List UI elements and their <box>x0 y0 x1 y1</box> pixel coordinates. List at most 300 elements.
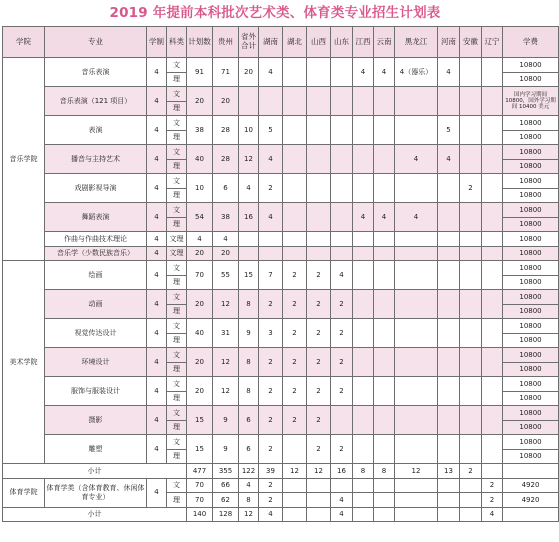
cell <box>353 246 374 261</box>
cell <box>353 290 374 319</box>
cell: 128 <box>213 507 239 522</box>
fee-cell: 10800 <box>503 304 559 319</box>
major-cell: 雕塑 <box>45 435 147 464</box>
cell: 理 <box>167 101 187 116</box>
major-cell: 戏剧影视导演 <box>45 174 147 203</box>
cell: 71 <box>213 58 239 87</box>
cell <box>395 232 438 247</box>
cell: 28 <box>213 116 239 145</box>
cell <box>482 319 503 348</box>
major-cell: 动画 <box>45 290 147 319</box>
cell <box>482 203 503 232</box>
cell <box>438 232 460 247</box>
cell: 4 <box>239 478 259 493</box>
cell: 4 <box>331 493 353 508</box>
cell: 文 <box>167 478 187 493</box>
fee-note: 国内学习期间 10800，国外学习期间 10400 美元 <box>503 87 559 116</box>
cell: 4 <box>353 203 374 232</box>
cell: 文理 <box>167 232 187 247</box>
col-header: 江西 <box>353 27 374 58</box>
cell <box>353 377 374 406</box>
cell: 70 <box>187 478 213 493</box>
cell <box>438 290 460 319</box>
table-row <box>3 174 559 189</box>
cell <box>503 507 559 522</box>
cell: 12 <box>213 377 239 406</box>
cell <box>353 406 374 435</box>
cell <box>460 232 482 247</box>
cell <box>482 261 503 290</box>
table-row <box>3 87 559 102</box>
cell <box>283 246 307 261</box>
fee-cell: 10800 <box>503 159 559 174</box>
cell <box>460 261 482 290</box>
cell <box>307 87 331 116</box>
cell <box>438 246 460 261</box>
cell: 理 <box>167 333 187 348</box>
cell: 2 <box>460 174 482 203</box>
cell: 理 <box>167 72 187 87</box>
table-row <box>3 232 559 247</box>
cell: 4 <box>147 58 167 87</box>
cell <box>482 58 503 87</box>
cell <box>353 435 374 464</box>
cell: 2 <box>259 174 283 203</box>
cell: 355 <box>213 464 239 479</box>
cell: 4 <box>147 261 167 290</box>
major-cell: 音乐学（少数民族音乐） <box>45 246 147 261</box>
table-row <box>3 58 559 73</box>
cell: 2 <box>307 261 331 290</box>
cell: 4 <box>395 145 438 174</box>
cell <box>503 464 559 479</box>
cell: 2 <box>259 435 283 464</box>
fee-cell: 10800 <box>503 362 559 377</box>
major-cell: 绘画 <box>45 261 147 290</box>
cell <box>353 478 374 493</box>
fee-cell: 10800 <box>503 188 559 203</box>
cell <box>482 246 503 261</box>
cell: 16 <box>239 203 259 232</box>
col-header: 山西 <box>307 27 331 58</box>
fee-cell: 10800 <box>503 116 559 131</box>
cell: 理 <box>167 493 187 508</box>
cell: 理 <box>167 420 187 435</box>
fee-cell: 4920 <box>503 478 559 493</box>
cell <box>374 319 395 348</box>
subtotal-row <box>3 464 559 479</box>
cell: 4 <box>147 232 167 247</box>
table-row <box>3 319 559 334</box>
cell <box>331 174 353 203</box>
cell: 2 <box>482 493 503 508</box>
cell <box>283 478 307 493</box>
fee-cell: 10800 <box>503 203 559 218</box>
cell <box>460 290 482 319</box>
cell <box>374 290 395 319</box>
cell <box>307 507 331 522</box>
enrollment-table <box>2 26 559 522</box>
major-cell: 视觉传达设计 <box>45 319 147 348</box>
cell: 2 <box>331 348 353 377</box>
cell: 9 <box>213 435 239 464</box>
cell: 2 <box>283 348 307 377</box>
cell: 91 <box>187 58 213 87</box>
table-row <box>3 348 559 363</box>
cell <box>374 406 395 435</box>
cell: 4 <box>331 261 353 290</box>
cell <box>438 406 460 435</box>
cell <box>307 493 331 508</box>
cell: 2 <box>307 290 331 319</box>
cell: 理 <box>167 275 187 290</box>
cell: 理 <box>167 362 187 377</box>
cell <box>353 232 374 247</box>
cell: 文 <box>167 58 187 73</box>
table-row <box>3 435 559 450</box>
cell: 4 <box>331 507 353 522</box>
cell: 20 <box>187 348 213 377</box>
cell <box>395 493 438 508</box>
college-cell: 美术学院 <box>3 261 45 464</box>
cell: 4 <box>239 174 259 203</box>
cell: 20 <box>187 246 213 261</box>
cell: 40 <box>187 145 213 174</box>
cell <box>259 87 283 116</box>
cell: 2 <box>331 319 353 348</box>
col-header: 省外合计 <box>239 27 259 58</box>
cell: 3 <box>259 319 283 348</box>
cell: 4 <box>147 203 167 232</box>
cell <box>283 58 307 87</box>
cell <box>482 145 503 174</box>
cell <box>482 290 503 319</box>
cell: 2 <box>283 261 307 290</box>
cell: 9 <box>213 406 239 435</box>
college-cell: 体育学院 <box>3 478 45 507</box>
cell <box>438 348 460 377</box>
cell: 文 <box>167 174 187 189</box>
cell <box>482 116 503 145</box>
cell: 140 <box>187 507 213 522</box>
major-cell: 作曲与作曲技术理论 <box>45 232 147 247</box>
cell <box>353 261 374 290</box>
table-row <box>3 145 559 160</box>
cell <box>331 203 353 232</box>
cell <box>395 478 438 493</box>
cell: 理 <box>167 130 187 145</box>
cell <box>460 116 482 145</box>
cell: 2 <box>331 435 353 464</box>
major-cell: 音乐表演 <box>45 58 147 87</box>
cell: 文 <box>167 261 187 276</box>
fee-cell: 10800 <box>503 174 559 189</box>
cell: 4 <box>213 232 239 247</box>
fee-cell: 10800 <box>503 217 559 232</box>
fee-cell: 10800 <box>503 72 559 87</box>
cell <box>331 478 353 493</box>
cell <box>239 246 259 261</box>
cell <box>353 174 374 203</box>
cell: 15 <box>187 406 213 435</box>
cell: 12 <box>283 464 307 479</box>
table-row <box>3 377 559 392</box>
major-cell: 舞蹈表演 <box>45 203 147 232</box>
cell: 理 <box>167 217 187 232</box>
cell: 12 <box>239 145 259 174</box>
college-cell: 音乐学院 <box>3 58 45 261</box>
cell <box>395 319 438 348</box>
cell <box>353 116 374 145</box>
cell: 13 <box>438 464 460 479</box>
cell: 2 <box>331 377 353 406</box>
table-row <box>3 246 559 261</box>
cell <box>460 507 482 522</box>
cell <box>374 232 395 247</box>
cell <box>307 116 331 145</box>
cell <box>438 87 460 116</box>
cell: 2 <box>259 348 283 377</box>
cell <box>283 232 307 247</box>
fee-cell: 10800 <box>503 377 559 392</box>
cell: 2 <box>259 493 283 508</box>
cell: 4 <box>438 58 460 87</box>
cell <box>239 232 259 247</box>
cell <box>482 348 503 377</box>
cell: 4 <box>374 58 395 87</box>
cell: 20 <box>213 87 239 116</box>
col-header: 计划数 <box>187 27 213 58</box>
fee-cell: 10800 <box>503 435 559 450</box>
cell: 文 <box>167 319 187 334</box>
cell: 6 <box>239 406 259 435</box>
cell: 12 <box>213 290 239 319</box>
cell <box>395 435 438 464</box>
cell: 文 <box>167 435 187 450</box>
cell <box>283 507 307 522</box>
cell <box>374 87 395 116</box>
cell: 理 <box>167 449 187 464</box>
fee-cell: 10800 <box>503 449 559 464</box>
cell <box>331 232 353 247</box>
fee-cell: 10800 <box>503 420 559 435</box>
cell <box>374 261 395 290</box>
fee-cell: 10800 <box>503 275 559 290</box>
cell <box>438 174 460 203</box>
cell: 70 <box>187 493 213 508</box>
cell: 12 <box>213 348 239 377</box>
cell: 4 <box>147 435 167 464</box>
cell: 6 <box>239 435 259 464</box>
col-header: 山东 <box>331 27 353 58</box>
col-header: 学制 <box>147 27 167 58</box>
cell <box>460 478 482 493</box>
cell <box>283 435 307 464</box>
cell: 16 <box>331 464 353 479</box>
cell <box>283 493 307 508</box>
table-row <box>3 478 559 493</box>
cell <box>259 232 283 247</box>
cell: 62 <box>213 493 239 508</box>
cell: 2 <box>307 435 331 464</box>
major-cell: 摄影 <box>45 406 147 435</box>
cell: 28 <box>213 145 239 174</box>
major-cell: 播音与主持艺术 <box>45 145 147 174</box>
cell <box>482 87 503 116</box>
fee-cell: 10800 <box>503 58 559 73</box>
cell <box>283 116 307 145</box>
cell: 15 <box>239 261 259 290</box>
cell: 2 <box>331 290 353 319</box>
cell <box>395 348 438 377</box>
cell: 4 <box>147 116 167 145</box>
cell <box>239 87 259 116</box>
cell: 8 <box>239 290 259 319</box>
cell: 4 <box>259 203 283 232</box>
cell: 2 <box>307 319 331 348</box>
cell <box>438 203 460 232</box>
cell <box>395 377 438 406</box>
cell <box>331 116 353 145</box>
cell: 2 <box>283 406 307 435</box>
cell: 10 <box>187 174 213 203</box>
cell: 2 <box>283 377 307 406</box>
cell: 39 <box>259 464 283 479</box>
cell: 4 <box>353 58 374 87</box>
cell <box>438 319 460 348</box>
cell: 122 <box>239 464 259 479</box>
cell <box>438 507 460 522</box>
cell: 4 <box>147 87 167 116</box>
table-row <box>3 406 559 421</box>
fee-cell: 10800 <box>503 333 559 348</box>
cell <box>283 203 307 232</box>
cell: 20 <box>213 246 239 261</box>
cell <box>353 319 374 348</box>
cell: 4 <box>259 58 283 87</box>
cell: 4 <box>147 174 167 203</box>
fee-cell: 10800 <box>503 290 559 305</box>
cell: 文理 <box>167 246 187 261</box>
cell: 4 <box>374 203 395 232</box>
cell: 4 <box>147 406 167 435</box>
cell <box>438 261 460 290</box>
cell <box>374 246 395 261</box>
cell: 2 <box>259 290 283 319</box>
cell: 15 <box>187 435 213 464</box>
fee-cell: 10800 <box>503 391 559 406</box>
cell <box>374 377 395 406</box>
cell <box>353 145 374 174</box>
fee-cell: 10800 <box>503 232 559 247</box>
cell: 2 <box>259 478 283 493</box>
cell <box>374 174 395 203</box>
cell <box>307 478 331 493</box>
cell <box>460 319 482 348</box>
cell <box>482 174 503 203</box>
cell: 55 <box>213 261 239 290</box>
cell <box>259 246 283 261</box>
subtotal-row <box>3 507 559 522</box>
cell: 8 <box>353 464 374 479</box>
fee-cell: 10800 <box>503 261 559 276</box>
fee-cell: 10800 <box>503 319 559 334</box>
cell: 70 <box>187 261 213 290</box>
fee-cell: 10800 <box>503 246 559 261</box>
cell: 54 <box>187 203 213 232</box>
cell: 文 <box>167 348 187 363</box>
cell: 文 <box>167 203 187 218</box>
cell: 2 <box>482 478 503 493</box>
cell: 5 <box>438 116 460 145</box>
fee-cell: 10800 <box>503 130 559 145</box>
cell: 10 <box>239 116 259 145</box>
cell <box>482 377 503 406</box>
cell: 2 <box>259 377 283 406</box>
cell: 4 <box>147 478 167 507</box>
cell: 2 <box>307 406 331 435</box>
cell: 4 <box>438 145 460 174</box>
cell <box>331 87 353 116</box>
cell <box>307 145 331 174</box>
table-row <box>3 261 559 276</box>
cell <box>460 87 482 116</box>
col-header: 湖北 <box>283 27 307 58</box>
cell: 40 <box>187 319 213 348</box>
cell: 20 <box>187 290 213 319</box>
cell: 4 <box>147 246 167 261</box>
cell: 20 <box>239 58 259 87</box>
cell: 文 <box>167 377 187 392</box>
cell <box>438 435 460 464</box>
cell <box>460 203 482 232</box>
cell <box>307 174 331 203</box>
cell <box>307 203 331 232</box>
col-header: 学费 <box>503 27 559 58</box>
cell <box>438 377 460 406</box>
cell: 477 <box>187 464 213 479</box>
cell: 6 <box>213 174 239 203</box>
cell: 理 <box>167 304 187 319</box>
cell: 8 <box>239 377 259 406</box>
cell: 4 <box>395 203 438 232</box>
subtotal-label: 小计 <box>3 464 187 479</box>
col-header: 安徽 <box>460 27 482 58</box>
cell <box>395 406 438 435</box>
cell <box>482 406 503 435</box>
col-header: 湖南 <box>259 27 283 58</box>
cell: 文 <box>167 145 187 160</box>
cell <box>395 246 438 261</box>
table-row <box>3 116 559 131</box>
cell <box>374 348 395 377</box>
cell <box>460 406 482 435</box>
cell <box>353 493 374 508</box>
col-header: 科类 <box>167 27 187 58</box>
cell: 8 <box>239 493 259 508</box>
cell: 4 <box>259 507 283 522</box>
cell <box>353 507 374 522</box>
cell <box>307 58 331 87</box>
cell: 9 <box>239 319 259 348</box>
col-header: 黑龙江 <box>395 27 438 58</box>
subtotal-label: 小计 <box>3 507 187 522</box>
cell <box>460 246 482 261</box>
fee-cell: 10800 <box>503 348 559 363</box>
cell: 2 <box>283 319 307 348</box>
cell: 4 <box>147 377 167 406</box>
cell <box>374 478 395 493</box>
